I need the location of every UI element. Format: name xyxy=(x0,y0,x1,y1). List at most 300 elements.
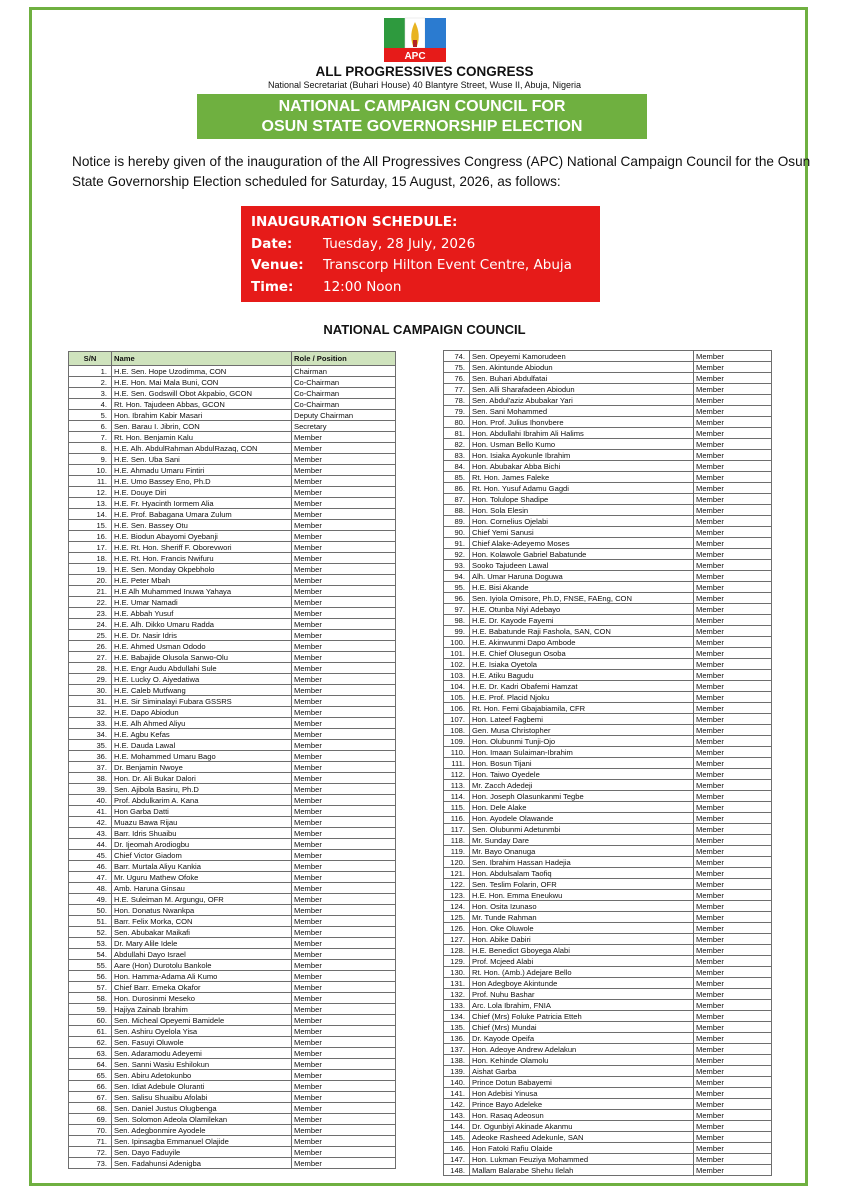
party-name: ALL PROGRESSIVES CONGRESS xyxy=(315,64,534,79)
member-sn: 63. xyxy=(69,1048,112,1059)
member-name: Mr. Sunday Dare xyxy=(470,835,694,846)
member-sn: 56. xyxy=(69,971,112,982)
member-role: Member xyxy=(292,465,396,476)
table-row xyxy=(444,439,772,450)
member-name: H.E. Atiku Bagudu xyxy=(470,670,694,681)
member-sn: 16. xyxy=(69,531,112,542)
member-role: Member xyxy=(694,637,772,648)
table-row xyxy=(69,883,396,894)
table-row xyxy=(444,1055,772,1066)
member-role: Member xyxy=(694,692,772,703)
member-role: Member xyxy=(694,1088,772,1099)
member-name: Chief Yemi Sanusi xyxy=(470,527,694,538)
member-name: Sen. Fasuyi Oluwole xyxy=(112,1037,292,1048)
member-role: Member xyxy=(292,927,396,938)
table-row xyxy=(69,839,396,850)
member-role: Member xyxy=(292,960,396,971)
member-sn: 38. xyxy=(69,773,112,784)
member-role: Member xyxy=(292,487,396,498)
member-sn: 51. xyxy=(69,916,112,927)
member-name: Hon. Isiaka Ayokunle Ibrahim xyxy=(470,450,694,461)
member-role: Member xyxy=(694,1066,772,1077)
member-sn: 50. xyxy=(69,905,112,916)
member-name: Sen. Dayo Faduyile xyxy=(112,1147,292,1158)
member-role: Member xyxy=(292,850,396,861)
table-row xyxy=(444,571,772,582)
member-name: Sen. Teslim Folarin, OFR xyxy=(470,879,694,890)
member-role: Co-Chairman xyxy=(292,399,396,410)
member-sn: 105. xyxy=(444,692,470,703)
header-sn: S/N xyxy=(69,352,112,366)
member-role: Member xyxy=(694,560,772,571)
member-sn: 133. xyxy=(444,1000,470,1011)
member-sn: 46. xyxy=(69,861,112,872)
member-role: Member xyxy=(694,758,772,769)
member-sn: 41. xyxy=(69,806,112,817)
member-sn: 64. xyxy=(69,1059,112,1070)
member-name: H.E. Agbu Kefas xyxy=(112,729,292,740)
member-name: Sen. Ibrahim Hassan Hadejia xyxy=(470,857,694,868)
table-row xyxy=(444,373,772,384)
table-row xyxy=(444,945,772,956)
table-row xyxy=(444,956,772,967)
member-sn: 10. xyxy=(69,465,112,476)
member-role: Member xyxy=(694,901,772,912)
member-sn: 32. xyxy=(69,707,112,718)
table-row xyxy=(69,630,396,641)
member-name: Sen. Akintunde Abiodun xyxy=(470,362,694,373)
member-sn: 93. xyxy=(444,560,470,571)
member-role: Member xyxy=(292,1092,396,1103)
table-row xyxy=(444,989,772,1000)
member-role: Member xyxy=(292,729,396,740)
member-sn: 127. xyxy=(444,934,470,945)
member-sn: 72. xyxy=(69,1147,112,1158)
member-role: Member xyxy=(694,1055,772,1066)
member-sn: 75. xyxy=(444,362,470,373)
member-name: Hon. Kolawole Gabriel Babatunde xyxy=(470,549,694,560)
member-name: H.E. Abbah Yusuf xyxy=(112,608,292,619)
member-name: H.E. Alh Ahmed Aliyu xyxy=(112,718,292,729)
schedule-time-row xyxy=(251,277,590,299)
member-role: Member xyxy=(292,1103,396,1114)
member-sn: 135. xyxy=(444,1022,470,1033)
member-role: Member xyxy=(292,641,396,652)
member-sn: 43. xyxy=(69,828,112,839)
member-name: Sen. Abdul'aziz Abubakar Yari xyxy=(470,395,694,406)
member-name: Sen. Sanni Wasiu Eshilokun xyxy=(112,1059,292,1070)
member-sn: 65. xyxy=(69,1070,112,1081)
table-row xyxy=(69,531,396,542)
table-row xyxy=(444,879,772,890)
member-role: Member xyxy=(292,663,396,674)
table-row xyxy=(444,758,772,769)
member-name: Mr. Tunde Rahman xyxy=(470,912,694,923)
member-sn: 141. xyxy=(444,1088,470,1099)
member-role: Member xyxy=(694,384,772,395)
table-row xyxy=(69,828,396,839)
member-role: Member xyxy=(694,527,772,538)
member-name: Hon Garba Datti xyxy=(112,806,292,817)
member-role: Member xyxy=(292,586,396,597)
table-row xyxy=(69,751,396,762)
member-sn: 119. xyxy=(444,846,470,857)
member-name: Hon. Abubakar Abba Bichi xyxy=(470,461,694,472)
member-sn: 70. xyxy=(69,1125,112,1136)
member-name: Hon. Usman Bello Kumo xyxy=(470,439,694,450)
member-role: Member xyxy=(694,956,772,967)
table-row xyxy=(69,1037,396,1048)
member-sn: 111. xyxy=(444,758,470,769)
table-row xyxy=(444,1099,772,1110)
table-row xyxy=(69,1015,396,1026)
member-role: Member xyxy=(694,923,772,934)
member-sn: 19. xyxy=(69,564,112,575)
member-name: Hon. Hamma-Adama Ali Kumo xyxy=(112,971,292,982)
table-row xyxy=(444,747,772,758)
table-row xyxy=(444,626,772,637)
table-row xyxy=(69,894,396,905)
table-row xyxy=(69,465,396,476)
member-name: Chief Victor Giadom xyxy=(112,850,292,861)
member-name: Gen. Musa Christopher xyxy=(470,725,694,736)
member-name: Sen. Ipinsagba Emmanuel Olajide xyxy=(112,1136,292,1147)
member-sn: 12. xyxy=(69,487,112,498)
member-sn: 60. xyxy=(69,1015,112,1026)
table-row xyxy=(69,1158,396,1169)
member-name: Dr. Benjamin Nwoye xyxy=(112,762,292,773)
member-role: Member xyxy=(694,780,772,791)
member-role: Member xyxy=(694,835,772,846)
member-name: Sen. Fadahunsi Adenigba xyxy=(112,1158,292,1169)
member-name: H.E. Dapo Abiodun xyxy=(112,707,292,718)
table-row xyxy=(69,762,396,773)
table-row xyxy=(444,725,772,736)
member-role: Member xyxy=(694,582,772,593)
table-row xyxy=(69,850,396,861)
council-title: NATIONAL CAMPAIGN COUNCIL xyxy=(323,322,526,337)
member-role: Member xyxy=(694,615,772,626)
member-sn: 143. xyxy=(444,1110,470,1121)
members-table-right xyxy=(443,350,772,1176)
member-name: Hon. Taiwo Oyedele xyxy=(470,769,694,780)
member-role: Member xyxy=(292,740,396,751)
member-role: Member xyxy=(694,483,772,494)
schedule-time-label: Time: xyxy=(251,278,294,295)
member-sn: 73. xyxy=(69,1158,112,1169)
member-sn: 59. xyxy=(69,1004,112,1015)
table-row xyxy=(69,619,396,630)
member-role: Member xyxy=(292,520,396,531)
member-role: Member xyxy=(292,652,396,663)
table-row xyxy=(69,575,396,586)
member-role: Member xyxy=(694,769,772,780)
member-role: Member xyxy=(694,824,772,835)
member-name: Hon. Dele Alake xyxy=(470,802,694,813)
table-row xyxy=(69,509,396,520)
table-row xyxy=(444,1143,772,1154)
member-role: Chairman xyxy=(292,366,396,377)
member-sn: 71. xyxy=(69,1136,112,1147)
member-sn: 35. xyxy=(69,740,112,751)
member-sn: 68. xyxy=(69,1103,112,1114)
member-sn: 37. xyxy=(69,762,112,773)
member-role: Member xyxy=(292,685,396,696)
member-sn: 138. xyxy=(444,1055,470,1066)
member-role: Member xyxy=(292,784,396,795)
member-name: Dr. Ogunbiyi Akinade Akanmu xyxy=(470,1121,694,1132)
member-sn: 104. xyxy=(444,681,470,692)
member-sn: 121. xyxy=(444,868,470,879)
member-name: Sen. Iyiola Omisore, Ph.D, FNSE, FAEng, CON xyxy=(470,593,694,604)
member-role: Member xyxy=(694,846,772,857)
member-role: Member xyxy=(694,417,772,428)
member-name: H.E. Lucky O. Aiyedatiwa xyxy=(112,674,292,685)
member-sn: 139. xyxy=(444,1066,470,1077)
table-row xyxy=(69,553,396,564)
table-row xyxy=(444,505,772,516)
table-row xyxy=(69,982,396,993)
member-role: Member xyxy=(292,531,396,542)
table-row xyxy=(444,582,772,593)
banner-line-1: NATIONAL CAMPAIGN COUNCIL FOR xyxy=(278,98,566,115)
member-sn: 40. xyxy=(69,795,112,806)
member-role: Member xyxy=(292,762,396,773)
member-sn: 52. xyxy=(69,927,112,938)
member-role: Member xyxy=(292,1070,396,1081)
member-role: Member xyxy=(694,791,772,802)
member-name: Rt. Hon. (Amb.) Adejare Bello xyxy=(470,967,694,978)
member-sn: 85. xyxy=(444,472,470,483)
member-name: Prof. Mcjeed Alabi xyxy=(470,956,694,967)
member-sn: 28. xyxy=(69,663,112,674)
member-name: Hon. Abdulsalam Taofiq xyxy=(470,868,694,879)
member-role: Member xyxy=(694,373,772,384)
table-row xyxy=(69,443,396,454)
member-sn: 87. xyxy=(444,494,470,505)
table-row xyxy=(69,1048,396,1059)
member-name: Hon Adegboye Akintunde xyxy=(470,978,694,989)
member-name: Dr. Mary Alile Idele xyxy=(112,938,292,949)
member-role: Member xyxy=(694,912,772,923)
member-name: Hon. Prof. Julius Ihonvbere xyxy=(470,417,694,428)
member-sn: 78. xyxy=(444,395,470,406)
table-row xyxy=(69,542,396,553)
member-role: Member xyxy=(292,894,396,905)
member-role: Member xyxy=(694,989,772,1000)
member-role: Member xyxy=(694,626,772,637)
member-name: H.E. Hon. Emma Eneukwu xyxy=(470,890,694,901)
member-role: Member xyxy=(694,967,772,978)
member-name: H.E. Rt. Hon. Sheriff F. Oborevwori xyxy=(112,542,292,553)
table-row xyxy=(444,824,772,835)
member-role: Member xyxy=(694,736,772,747)
member-name: H.E. Dr. Kayode Fayemi xyxy=(470,615,694,626)
member-sn: 82. xyxy=(444,439,470,450)
member-name: Dr. Kayode Opeifa xyxy=(470,1033,694,1044)
member-name: Hon. Osita Izunaso xyxy=(470,901,694,912)
table-row xyxy=(69,1059,396,1070)
member-sn: 131. xyxy=(444,978,470,989)
member-sn: 146. xyxy=(444,1143,470,1154)
member-name: H.E. Babajide Olusola Sanwo-Olu xyxy=(112,652,292,663)
member-role: Member xyxy=(694,1022,772,1033)
member-name: H.E. Sir Siminalayi Fubara GSSRS xyxy=(112,696,292,707)
table-row xyxy=(69,718,396,729)
members-table-left xyxy=(68,351,396,1169)
member-role: Member xyxy=(292,817,396,828)
member-name: Sen. Daniel Justus Olugbenga xyxy=(112,1103,292,1114)
member-sn: 125. xyxy=(444,912,470,923)
member-name: Sen. Olubunmi Adetunmbi xyxy=(470,824,694,835)
member-role: Member xyxy=(694,703,772,714)
member-sn: 103. xyxy=(444,670,470,681)
member-role: Member xyxy=(694,549,772,560)
member-sn: 147. xyxy=(444,1154,470,1165)
member-role: Member xyxy=(292,828,396,839)
schedule-title: INAUGURATION SCHEDULE: xyxy=(251,214,458,230)
member-sn: 132. xyxy=(444,989,470,1000)
table-row xyxy=(69,740,396,751)
member-sn: 101. xyxy=(444,648,470,659)
member-name: H.E. Rt. Hon. Francis Nwifuru xyxy=(112,553,292,564)
member-sn: 120. xyxy=(444,857,470,868)
member-sn: 118. xyxy=(444,835,470,846)
member-role: Member xyxy=(694,1011,772,1022)
member-sn: 90. xyxy=(444,527,470,538)
logo-text: APC xyxy=(404,51,426,62)
table-row xyxy=(69,773,396,784)
member-name: Hon. Lateef Fagbemi xyxy=(470,714,694,725)
member-name: Sen. Idiat Adebule Oluranti xyxy=(112,1081,292,1092)
member-name: H.E. Umar Namadi xyxy=(112,597,292,608)
member-role: Member xyxy=(694,1110,772,1121)
member-sn: 42. xyxy=(69,817,112,828)
member-name: H.E. Caleb Mutfwang xyxy=(112,685,292,696)
member-role: Member xyxy=(694,362,772,373)
table-row xyxy=(69,707,396,718)
member-sn: 61. xyxy=(69,1026,112,1037)
member-name: Sen. Barau I. Jibrin, CON xyxy=(112,421,292,432)
table-row xyxy=(444,483,772,494)
member-sn: 27. xyxy=(69,652,112,663)
member-name: Hon Fatoki Rafiu Olaide xyxy=(470,1143,694,1154)
member-name: Mr. Uguru Mathew Ofoke xyxy=(112,872,292,883)
table-row xyxy=(69,1147,396,1158)
member-sn: 142. xyxy=(444,1099,470,1110)
member-role: Member xyxy=(292,1147,396,1158)
member-sn: 7. xyxy=(69,432,112,443)
member-sn: 84. xyxy=(444,461,470,472)
member-name: H.E. Peter Mbah xyxy=(112,575,292,586)
table-row xyxy=(69,905,396,916)
member-role: Member xyxy=(694,604,772,615)
member-name: Hon. Kehinde Olamolu xyxy=(470,1055,694,1066)
member-role: Member xyxy=(694,1033,772,1044)
header-name: Name xyxy=(112,352,292,366)
member-name: H.E Alh Muhammed Inuwa Yahaya xyxy=(112,586,292,597)
member-sn: 49. xyxy=(69,894,112,905)
member-sn: 124. xyxy=(444,901,470,912)
member-name: H.E. Alh. AbdulRahman AbdulRazaq, CON xyxy=(112,443,292,454)
table-row xyxy=(69,520,396,531)
table-row xyxy=(444,549,772,560)
member-name: Hon. Cornelius Ojelabi xyxy=(470,516,694,527)
member-role: Member xyxy=(292,443,396,454)
member-name: Sen. Abubakar Maikafi xyxy=(112,927,292,938)
member-sn: 79. xyxy=(444,406,470,417)
member-sn: 122. xyxy=(444,879,470,890)
member-role: Member xyxy=(292,575,396,586)
member-name: Adeoke Rasheed Adekunle, SAN xyxy=(470,1132,694,1143)
banner-line-2: OSUN STATE GOVERNORSHIP ELECTION xyxy=(261,118,583,135)
member-sn: 23. xyxy=(69,608,112,619)
table-row xyxy=(444,516,772,527)
table-row xyxy=(444,1110,772,1121)
member-sn: 39. xyxy=(69,784,112,795)
table-row xyxy=(444,1165,772,1176)
member-name: Sen. Alli Sharafadeen Abiodun xyxy=(470,384,694,395)
member-sn: 140. xyxy=(444,1077,470,1088)
table-row xyxy=(444,428,772,439)
member-name: Chief Alake-Adeyemo Moses xyxy=(470,538,694,549)
member-sn: 116. xyxy=(444,813,470,824)
table-row xyxy=(444,978,772,989)
member-role: Member xyxy=(694,1132,772,1143)
table-row xyxy=(444,670,772,681)
member-sn: 148. xyxy=(444,1165,470,1176)
member-name: Rt. Hon. Yusuf Adamu Gagdi xyxy=(470,483,694,494)
table-row xyxy=(444,472,772,483)
member-sn: 91. xyxy=(444,538,470,549)
member-name: Aare (Hon) Durotolu Bankole xyxy=(112,960,292,971)
table-row xyxy=(444,637,772,648)
member-sn: 117. xyxy=(444,824,470,835)
member-name: Hon. Abdullahi Ibrahim Ali Halims xyxy=(470,428,694,439)
table-row xyxy=(69,674,396,685)
table-row xyxy=(69,454,396,465)
member-sn: 88. xyxy=(444,505,470,516)
member-sn: 113. xyxy=(444,780,470,791)
member-name: Barr. Felix Morka, CON xyxy=(112,916,292,927)
member-name: Aishat Garba xyxy=(470,1066,694,1077)
table-row xyxy=(69,1103,396,1114)
member-name: Alh. Umar Haruna Doguwa xyxy=(470,571,694,582)
member-role: Co-Chairman xyxy=(292,388,396,399)
member-role: Member xyxy=(694,439,772,450)
member-sn: 20. xyxy=(69,575,112,586)
member-name: H.E. Prof. Placid Njoku xyxy=(470,692,694,703)
table-row xyxy=(444,1154,772,1165)
member-role: Member xyxy=(292,905,396,916)
table-row xyxy=(69,487,396,498)
member-role: Member xyxy=(694,714,772,725)
table-row xyxy=(444,1088,772,1099)
table-row xyxy=(69,927,396,938)
member-role: Member xyxy=(292,993,396,1004)
member-role: Member xyxy=(694,593,772,604)
member-name: H.E. Ahmadu Umaru Fintiri xyxy=(112,465,292,476)
member-sn: 115. xyxy=(444,802,470,813)
member-name: H.E. Babatunde Raji Fashola, SAN, CON xyxy=(470,626,694,637)
table-row xyxy=(444,912,772,923)
table-row xyxy=(444,615,772,626)
member-name: Abdullahi Dayo Israel xyxy=(112,949,292,960)
member-role: Member xyxy=(694,659,772,670)
member-role: Member xyxy=(694,351,772,362)
table-row xyxy=(69,432,396,443)
table-row xyxy=(69,663,396,674)
